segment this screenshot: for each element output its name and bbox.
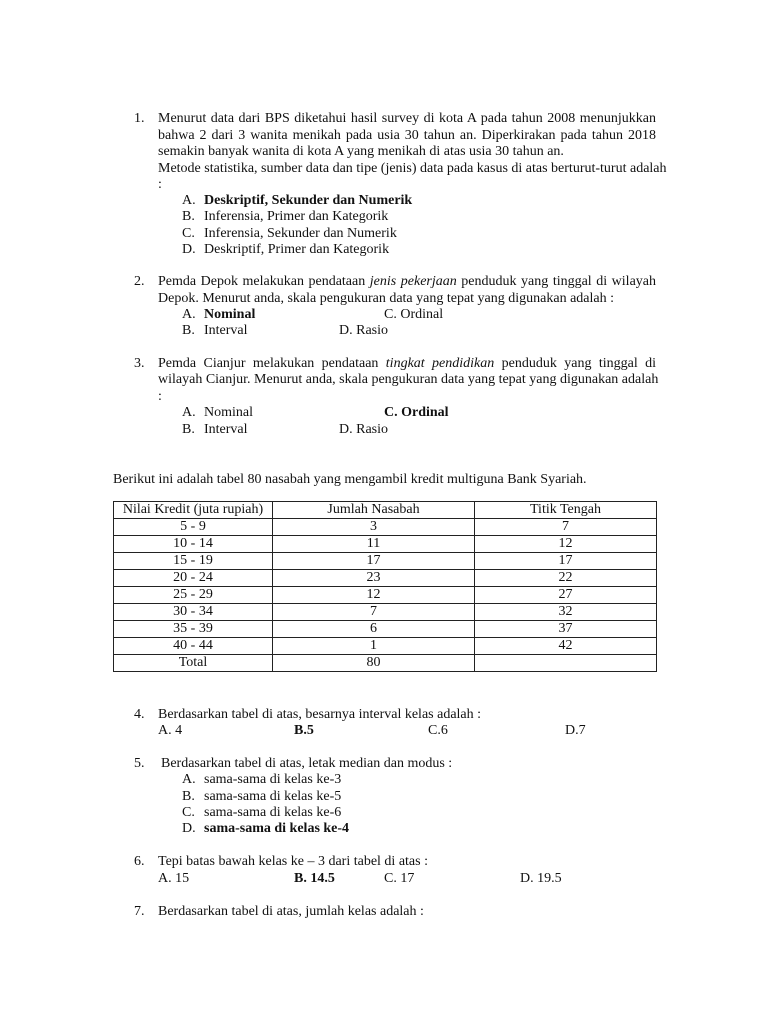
question-2-option-a-letter: A. [182,307,196,322]
question-2-line-2: Depok. Menurut anda, skala pengukuran data yang tepat yang digunakan adalah : [158,291,615,306]
table-cell: 20 - 24 [114,570,273,587]
question-6-option-c: C. 17 [384,871,415,886]
question-7-text: Berdasarkan tabel di atas, jumlah kelas adalah : [158,904,424,919]
question-1-line-3: semakin banyak wanita di kota A yang menikah di atas usia 30 tahun an. [158,144,564,159]
question-3-option-d: D. Rasio [339,422,388,437]
table-cell: 42 [475,638,657,655]
question-1-option-a: Deskriptif, Sekunder dan Numerik [204,193,413,208]
question-5-option-b-letter: B. [182,789,195,804]
question-7-number: 7. [134,904,145,919]
table-row [114,621,657,638]
table-cell: 7 [475,519,657,536]
question-1-option-d-letter: D. [182,242,196,257]
question-3-option-a-letter: A. [182,405,196,420]
question-2-italic-term: jenis pekerjaan [369,274,457,289]
table-row [114,553,657,570]
question-1-option-c-letter: C. [182,226,195,241]
question-4-option-c: C.6 [428,723,448,738]
table-cell: 22 [475,570,657,587]
table-header-row [114,502,657,519]
table-header: Nilai Kredit (juta rupiah) [114,502,273,519]
table-cell: 27 [475,587,657,604]
question-1-line-4: Metode statistika, sumber data dan tipe (jenis) data pada kasus di atas berturut-turut adalah [158,161,667,176]
table-cell: 35 - 39 [114,621,273,638]
table-cell: 40 - 44 [114,638,273,655]
question-4-option-b: B.5 [294,723,314,738]
table-row [114,536,657,553]
question-5-option-d: sama-sama di kelas ke-4 [204,821,350,836]
table-cell: 3 [273,519,475,536]
table-cell: 37 [475,621,657,638]
question-1-option-b: Inferensia, Primer dan Kategorik [204,209,389,224]
table-header: Jumlah Nasabah [273,502,475,519]
question-2-option-d: D. Rasio [339,323,388,338]
table-cell: 23 [273,570,475,587]
question-5-option-a-letter: A. [182,772,196,787]
question-3-option-a: Nominal [204,405,253,420]
table-row [114,570,657,587]
question-2-line-1: Pemda Depok melakukan pendataan jenis pekerjaan penduduk yang tinggal di wilayah [158,274,656,289]
question-1-line-1: Menurut data dari BPS diketahui hasil survey di kota A pada tahun 2008 menunjukkan [158,111,656,126]
table-header: Titik Tengah [475,502,657,519]
question-6-text: Tepi batas bawah kelas ke – 3 dari tabel di atas : [158,854,428,869]
question-6-option-a: A. 15 [158,871,190,886]
question-3-line-3: : [158,389,162,404]
question-5-option-b: sama-sama di kelas ke-5 [204,789,342,804]
question-5-text: Berdasarkan tabel di atas, letak median dan modus : [161,756,453,771]
table-cell: 17 [273,553,475,570]
table-cell: 30 - 34 [114,604,273,621]
question-3-option-c: C. Ordinal [384,405,449,420]
table-cell: 1 [273,638,475,655]
question-3-option-b-letter: B. [182,422,195,437]
question-4-option-d: D.7 [565,723,586,738]
question-5-option-a: sama-sama di kelas ke-3 [204,772,342,787]
question-2-option-b-letter: B. [182,323,195,338]
table-cell: 15 - 19 [114,553,273,570]
question-5-option-c: sama-sama di kelas ke-6 [204,805,342,820]
table-cell: 10 - 14 [114,536,273,553]
table-cell: 12 [475,536,657,553]
question-6-number: 6. [134,854,145,869]
question-4-text: Berdasarkan tabel di atas, besarnya interval kelas adalah : [158,707,482,722]
question-5-option-c-letter: C. [182,805,195,820]
table-cell: 12 [273,587,475,604]
question-1-number: 1. [134,111,145,126]
table-cell [475,655,657,672]
question-1-line-5: : [158,177,162,192]
table-cell: Total [114,655,273,672]
table-row [114,587,657,604]
question-2-option-a: Nominal [204,307,256,322]
question-3-option-b: Interval [204,422,248,437]
table-cell: 80 [273,655,475,672]
table-cell: 7 [273,604,475,621]
question-4-number: 4. [134,707,145,722]
question-1-line-2: bahwa 2 dari 3 wanita menikah pada usia 30 tahun an. Diperkirakan pada tahun 2018 [158,128,656,143]
question-3-line-2: wilayah Cianjur. Menurut anda, skala pengukuran data yang tepat yang digunakan adalah [158,372,659,387]
credit-table [113,501,657,672]
question-2-number: 2. [134,274,145,289]
question-6-option-d: D. 19.5 [520,871,562,886]
question-1-option-d: Deskriptif, Primer dan Kategorik [204,242,390,257]
table-total-row [114,655,657,672]
question-3-number: 3. [134,356,145,371]
table-row [114,604,657,621]
question-3-italic-term: tingkat pendidikan [385,356,495,371]
table-cell: 25 - 29 [114,587,273,604]
question-2-option-b: Interval [204,323,248,338]
table-row [114,638,657,655]
table-cell: 17 [475,553,657,570]
table-intro: Berikut ini adalah tabel 80 nasabah yang mengambil kredit multiguna Bank Syariah. [113,472,587,487]
table-cell: 32 [475,604,657,621]
question-1-option-a-letter: A. [182,193,196,208]
question-1-option-b-letter: B. [182,209,195,224]
question-5-number: 5. [134,756,145,771]
question-3-line-1: Pemda Cianjur melakukan pendataan tingkat pendidikan penduduk yang tinggal di [158,356,657,371]
question-2-option-c: C. Ordinal [384,307,444,322]
table-cell: 11 [273,536,475,553]
table-cell: 5 - 9 [114,519,273,536]
table-cell: 6 [273,621,475,638]
question-4-option-a: A. 4 [158,723,183,738]
table-row [114,519,657,536]
question-1-option-c: Inferensia, Sekunder dan Numerik [204,226,397,241]
question-6-option-b: B. 14.5 [294,871,335,886]
question-5-option-d-letter: D. [182,821,196,836]
